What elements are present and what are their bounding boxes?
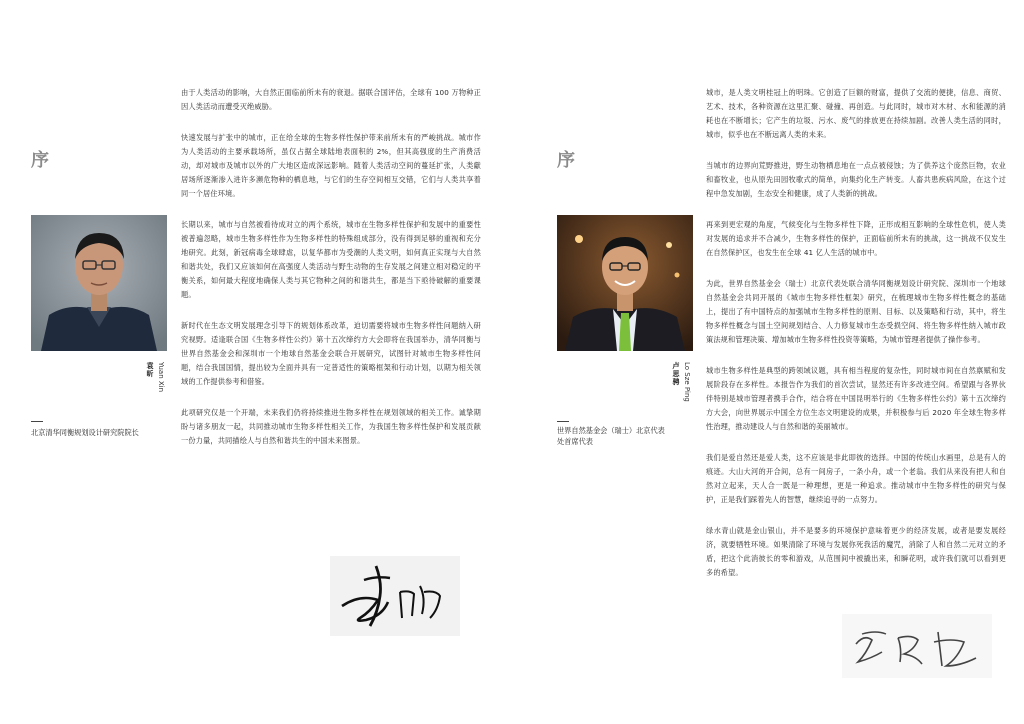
right-affiliation-rule [557, 421, 569, 422]
left-author-portrait [31, 215, 167, 351]
left-body-text [181, 86, 481, 465]
right-author-affiliation: 世界自然基金会（瑞士）北京代表处首席代表 [557, 426, 665, 446]
right-paragraph: 城市，是人类文明桂冠上的明珠。它创造了巨额的财富，提供了交流的便捷，信息、商贸、艺术、技术，各种资源在这里汇聚、碰撞、再创造。与此同时，城市对木材、水和能源的消耗也在不断增长；它产生的垃圾、污水、废气的排放更在持续加剧。改善人类生活的同时，城市，似乎也在不断远离人类的未来。 [706, 88, 1006, 139]
left-author-name-zh: 袁昕 [146, 362, 154, 378]
right-author-name-en: Lo Sze Ping [683, 362, 691, 402]
right-paragraph: 我们是爱自然还是爱人类，这不应该是非此即彼的选择。中国的传统山水画里，总是有人的痕迹。大山大河的开合间，总有一间房子，一条小舟，或一个老翁。我们从来没有把人和自然对立起来，天人合一既是一种理想，更是一种追求。推动城市中生物多样性的研究与保护，正是我们踩着先人的智慧，继续追寻的一点努力。 [706, 453, 1006, 504]
right-body-text [706, 86, 1006, 597]
left-heading: 序 [31, 150, 50, 171]
left-author-name-en: Yuan Xin [157, 362, 165, 393]
left-paragraph: 新时代在生态文明发展理念引导下的规划体系改革，迫切需要将城市生物多样性问题纳入研究视野。适逢联合国《生物多样性公约》第十五次缔约方大会即将在我国举办，清华同衡与世界自然基金会和深圳市一个地球自然基金会联合开展研究，试图针对城市生物多样性问题，结合我国国情，提出较为全面并具有一定普适性的策略框架和行动计划，以期为相关领域的工作提供参考和借鉴。 [181, 321, 481, 386]
left-author-affiliation: 北京清华同衡规划设计研究院院长 [31, 428, 139, 437]
right-paragraph: 当城市的边界向荒野推进，野生动物栖息地在一点点被侵蚀；为了供养这个庞然巨物，农业和畜牧业，也从原先田园牧歌式的简单，向集约化生产转变。人畜共患疾病风险，在这个过程中急发加剧，生态安全和健康，成了人类新的挑战。 [706, 161, 1006, 198]
right-page [512, 0, 1024, 724]
left-affiliation-rule [31, 421, 43, 422]
left-signature-image [330, 556, 460, 640]
right-author-name-zh: 卢思骋 [672, 362, 680, 386]
right-author-portrait [557, 215, 693, 351]
right-paragraph: 绿水青山就是金山银山，并不是要多的环境保护意味着更少的经济发展，或者是要发展经济，就要牺牲环境。如果清除了环境与发展你死我活的魔咒，消除了人和自然二元对立的矛盾，把这个此消彼长的零和游戏，从范围间中被撬出来，和瞬花明，或许我们就可以看到更多的希望。 [706, 526, 1006, 577]
right-paragraph: 为此，世界自然基金会（瑞士）北京代表处联合清华同衡规划设计研究院、深圳市一个地球自然基金会共同开展的《城市生物多样性框架》研究，在梳理城市生物多样性概念的基础上，提出了有中国特点的加强城市生物多样性的原则、目标、以及策略和行动，其中，将生物多样性概念与国土空间规划结合、人力修复城市生态受损空间、将生物多样性纳入城市政策法规和管理决策、增加城市生物多样性投资等策略，为城市管理者提供了操作参考。 [706, 279, 1006, 344]
right-paragraph: 再来到更宏观的角度，气候变化与生物多样性下降，正形成相互影响的全球性危机，使人类对发展的追求并不合减少，生物多样性的保护，正面临前所未有的挑战，这一挑战不仅发生在自然保护区，也发生在全球 41 亿人生活的城市中。 [706, 220, 1006, 257]
left-paragraph: 长期以来，城市与自然被看待成对立的两个系统，城市在生物多样性保护和发展中的重要性被普遍忽略，城市生物多样性作为生物多样性的特殊组成部分，没有得到足够的重视和充分地研究。此刻，新冠病毒全球肆虐，以复华都市为受潮的人类文明，如何真正实现与大自然和谐共处，我们又应该如何在高强度人类活动与野生动物的生存发展之间建立相对稳定的平衡关系，如何最大程度地确保人类与其它物种之间的和谐共生，都是当下亟待破解的重要课题。 [181, 220, 481, 299]
right-paragraph: 城市生物多样性是典型的跨领域议题，具有相当程度的复杂性，同时城市间在自然禀赋和发展阶段存在多样性。本报告作为我们的首次尝试，显然还有许多改进空间。希望跟与各界伙伴特别是城市管理者携手合作，结合将在中国昆明举行的《生物多样性公约》第十五次缔约方大会，向世界展示中国全方位生态文明建设的成果，并积极参与后 2020 年全球生物多样性治理，推动建设人与自然和谐的美丽城市。 [706, 366, 1006, 431]
right-heading: 序 [557, 150, 576, 171]
left-paragraph: 由于人类活动的影响，大自然正面临前所未有的衰退。据联合国评估，全球有 100 万物种正因人类活动而遭受灭绝威胁。 [181, 88, 481, 111]
left-paragraph: 此项研究仅是一个开端，未来我们仍将持续推进生物多样性在规划领域的相关工作。诚挚期盼与诸多朋友一起，共同推动城市生物多样性相关工作，为我国生物多样性保护和发展贡献一份力量，共同描绘人与自然和谐共生的中国未来图景。 [181, 408, 481, 445]
right-signature-image [842, 614, 992, 682]
left-paragraph: 快速发展与扩张中的城市，正在给全球的生物多样性保护带来前所未有的严峻挑战。城市作为人类活动的主要承载场所，虽仅占据全球陆地表面积的 2%，但其高强度的生产消费活动，却对城市及城市以外的广大地区造成深远影响。随着人类活动空间的蔓延扩张，人类獻居场所逐渐渗入进许多濒危物种的栖息地，与它们的生存空间相互交错，它们与人类共享着同一个居住环境。 [181, 133, 481, 198]
